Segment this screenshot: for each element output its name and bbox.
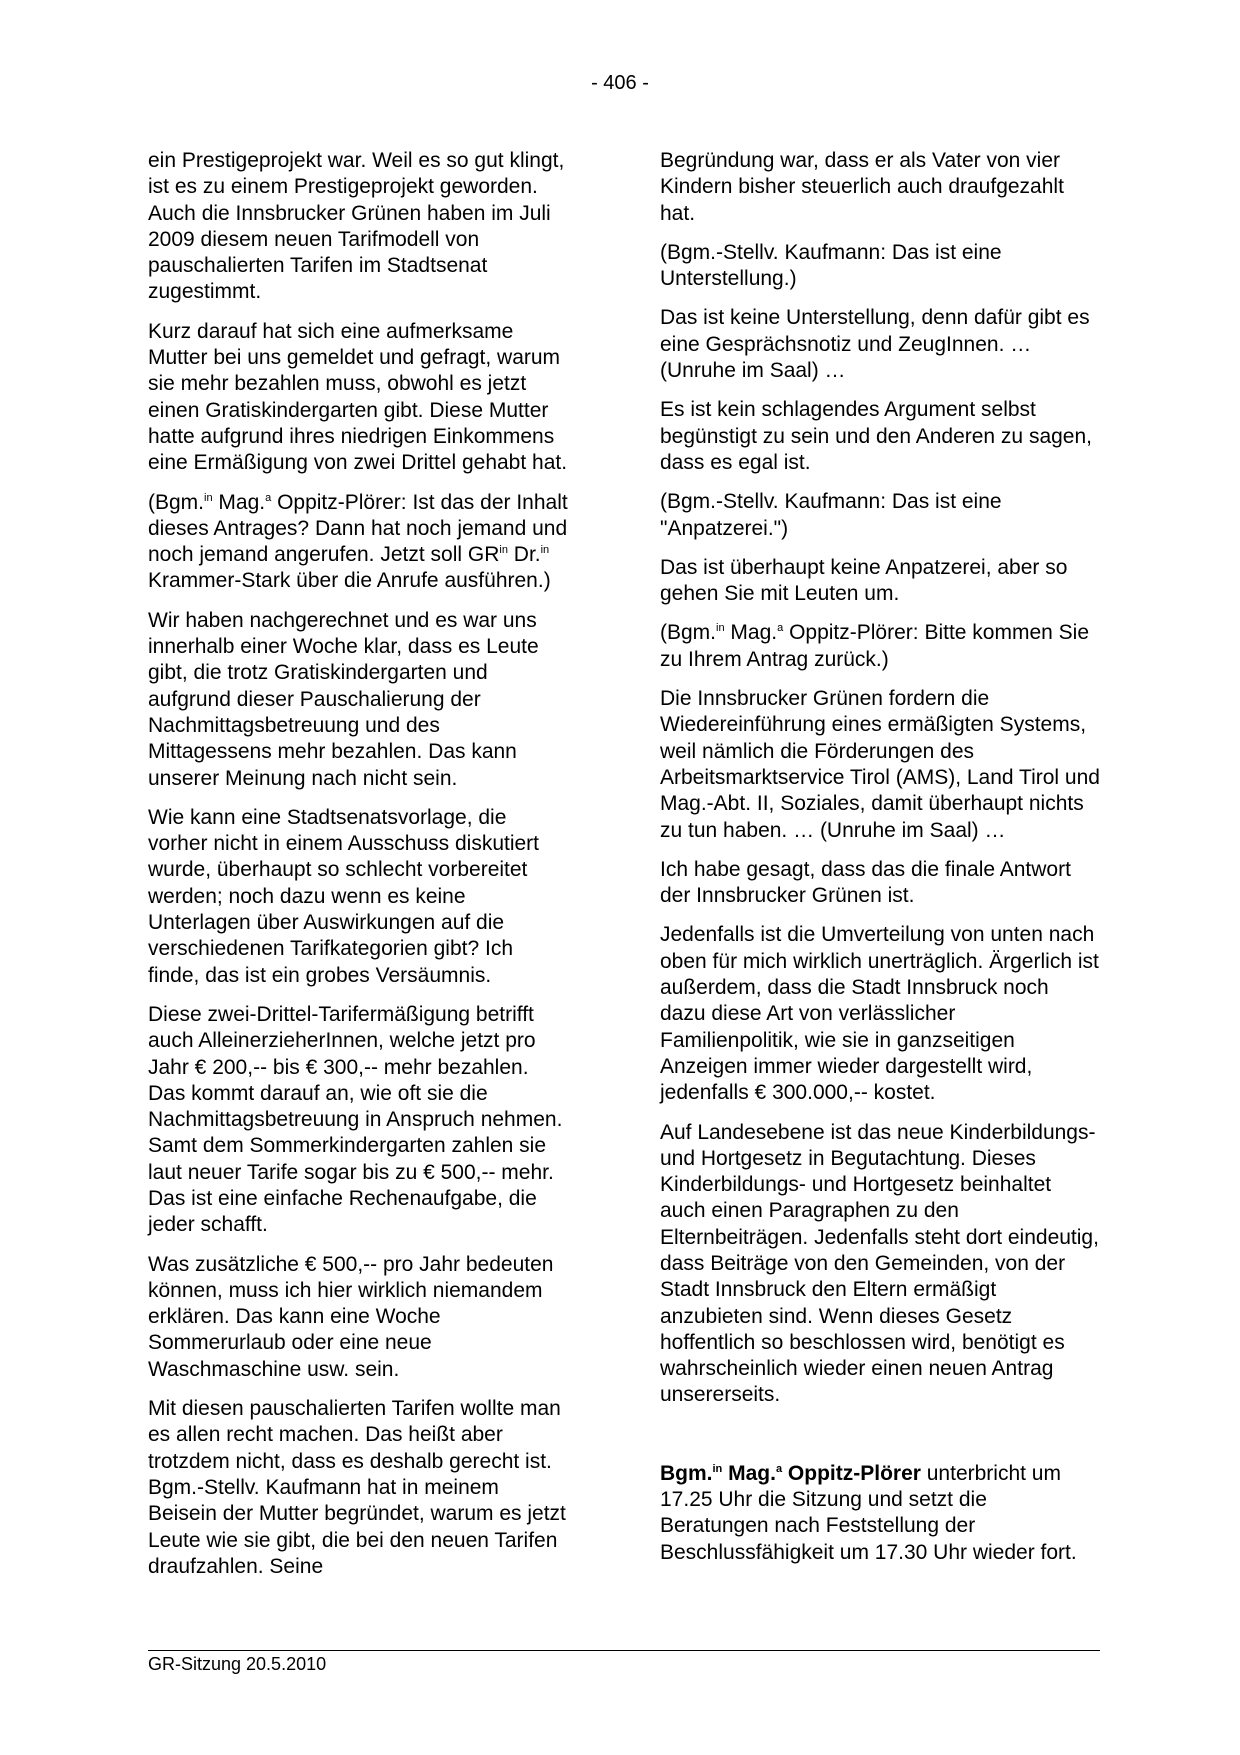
superscript: in xyxy=(716,622,725,635)
session-interruption-note xyxy=(660,1461,1100,1566)
footer-text: GR-Sitzung 20.5.2010 xyxy=(148,1654,327,1674)
footer-divider xyxy=(148,1650,1100,1651)
paragraph: Kurz darauf hat sich eine aufmerksame Mutter bei uns gemeldet und gefragt, warum sie mehr bezahlen muss, obwohl es jetzt einen Gratiskindergarten gibt. Diese Mutter hatte aufgrund ihres niedrigen Einkommens eine Ermäßigung von zwei Drittel gehabt hat. xyxy=(148,319,568,475)
text-run: (Bgm. xyxy=(148,490,205,514)
paragraph: Die Innsbrucker Grünen fordern die Wiedereinführung eines ermäßigten Systems, weil nämlich die Förderungen des Arbeitsmarktservice Tirol (AMS), Land Tirol und Mag.-Abt. II, Soziales, damit überhaupt nichts zu tun haben. … (Unruhe im Saal) … xyxy=(660,687,1100,842)
superscript: a xyxy=(265,491,272,504)
paragraph: Was zusätzliche € 500,-- pro Jahr bedeuten können, muss ich hier wirklich niemandem erklären. Das kann eine Woche Sommerurlaub oder eine neue Waschmaschine usw. sein. xyxy=(148,1252,554,1381)
superscript: a xyxy=(775,1462,783,1475)
text-run: Krammer-Stark über die Anrufe ausführen.) xyxy=(148,569,551,593)
right-column xyxy=(660,148,1100,1579)
superscript: in xyxy=(712,1462,723,1475)
interjection-paragraph: (Bgm.-Stellv. Kaufmann: Das ist eine "Anpatzerei.") xyxy=(660,490,1002,540)
interjection-paragraph xyxy=(660,620,1100,673)
paragraph: Diese zwei-Drittel-Tarifermäßigung betrifft auch AlleinerzieherInnen, welche jetzt pro Jahr € 200,-- bis € 300,-- mehr bezahlen. Das kommt darauf an, wie oft sie die Nachmittagsbetreuung in Anspruch nehmen. Samt dem Sommerkindergarten zahlen sie laut neuer Tarife sogar bis zu € 500,-- mehr. Das ist eine einfache Rechenaufgabe, die jeder schafft. xyxy=(148,1002,563,1237)
text-run: unterbricht um 17.25 Uhr die Sitzung und setzt die Beratungen nach Feststellung der Beschlussfähigkeit um 17.30 Uhr wieder fort. xyxy=(660,1461,1077,1564)
text-run: Oppitz-Plörer: Ist das der Inhalt dieses Antrages? Dann hat noch jemand und noch jemand angerufen. Jetzt soll GR xyxy=(148,490,568,567)
paragraph: Wir haben nachgerechnet und es war uns innerhalb einer Woche klar, dass es Leute gibt, die trotz Gratiskindergarten und aufgrund dieser Pauschalierung der Nachmittagsbetreuung und des Mittagessens mehr bezahlen. Das kann unserer Meinung nach nicht sein. xyxy=(148,608,539,790)
speaker-name: Oppitz-Plörer xyxy=(782,1461,921,1485)
text-run: (Bgm. xyxy=(660,621,717,645)
text-run: Mag. xyxy=(724,621,778,645)
interjection-paragraph xyxy=(148,490,568,595)
paragraph: Mit diesen pauschalierten Tarifen wollte man es allen recht machen. Das heißt aber trotzdem nicht, dass es deshalb gerecht ist. Bgm.-Stellv. Kaufmann hat in meinem Beisein der Mutter begründet, warum es jetzt Leute wie sie gibt, die bei den neuen Tarifen draufzahlen. Seine xyxy=(148,1397,566,1578)
paragraph: ein Prestigeprojekt war. Weil es so gut klingt, ist es zu einem Prestigeprojekt geworden. Auch die Innsbrucker Grünen haben im Juli 2009 diesem neuen Tarifmodell von pauschalierten Tarifen im Stadtsenat zugestimmt. xyxy=(148,149,565,304)
paragraph: Wie kann eine Stadtsenatsvorlage, die vorher nicht in einem Ausschuss diskutiert wurde, überhaupt so schlecht vorbereitet werden; noch dazu wenn es keine Unterlagen über Auswirkungen auf die verschiedenen Tarifkategorien gibt? Ich finde, das ist ein grobes Versäumnis. xyxy=(148,805,540,987)
text-run: Bgm. xyxy=(660,1461,713,1485)
superscript: a xyxy=(777,622,784,635)
text-run: Mag. xyxy=(722,1461,776,1485)
interjection-paragraph: (Bgm.-Stellv. Kaufmann: Das ist eine Unterstellung.) xyxy=(660,240,1002,291)
superscript: in xyxy=(499,544,508,557)
superscript: in xyxy=(204,491,213,504)
page-number: - 406 - xyxy=(591,72,649,94)
superscript: in xyxy=(540,544,550,557)
paragraph: Begründung war, dass er als Vater von vier Kindern bisher steuerlich auch draufgezahlt hat. xyxy=(660,149,1064,225)
text-run: Oppitz-Plörer: Bitte kommen Sie zu Ihrem Antrag zurück.) xyxy=(660,621,1090,671)
paragraph: Auf Landesebene ist das neue Kinderbildungs- und Hortgesetz in Begutachtung. Dieses Kinderbildungs- und Hortgesetz beinhaltet auch einen Paragraphen zu den Elternbeiträgen. Jedenfalls steht dort eindeutig, dass Beiträge von den Gemeinden, von der Stadt Innsbruck den Eltern ermäßigt anzubieten sind. Wenn dieses Gesetz hoffentlich so beschlossen wird, benötigt es wahrscheinlich wieder einen neuen Antrag unsererseits. xyxy=(660,1120,1099,1407)
paragraph: Das ist überhaupt keine Anpatzerei, aber so gehen Sie mit Leuten um. xyxy=(660,555,1068,606)
paragraph: Ich habe gesagt, dass das die finale Antwort der Innsbrucker Grünen ist. xyxy=(660,857,1071,908)
text-run: Mag. xyxy=(212,490,266,514)
paragraph: Es ist kein schlagendes Argument selbst begünstigt zu sein und den Anderen zu sagen, dass es egal ist. xyxy=(660,398,1092,474)
paragraph: Das ist keine Unterstellung, denn dafür gibt es eine Gesprächsnotiz und ZeugInnen. … (Unruhe im Saal) … xyxy=(660,306,1090,383)
paragraph: Jedenfalls ist die Umverteilung von unten nach oben für mich wirklich unerträglich. Ärgerlich ist außerdem, dass die Stadt Innsbruck noch dazu diese Art von verlässlicher Familienpolitik, wie sie in ganzseitigen Anzeigen immer wieder dargestellt wird, jedenfalls € 300.000,-- kostet. xyxy=(660,923,1099,1105)
speaker-title xyxy=(660,1462,921,1485)
text-run: Dr. xyxy=(507,543,541,567)
left-column xyxy=(148,148,568,1593)
